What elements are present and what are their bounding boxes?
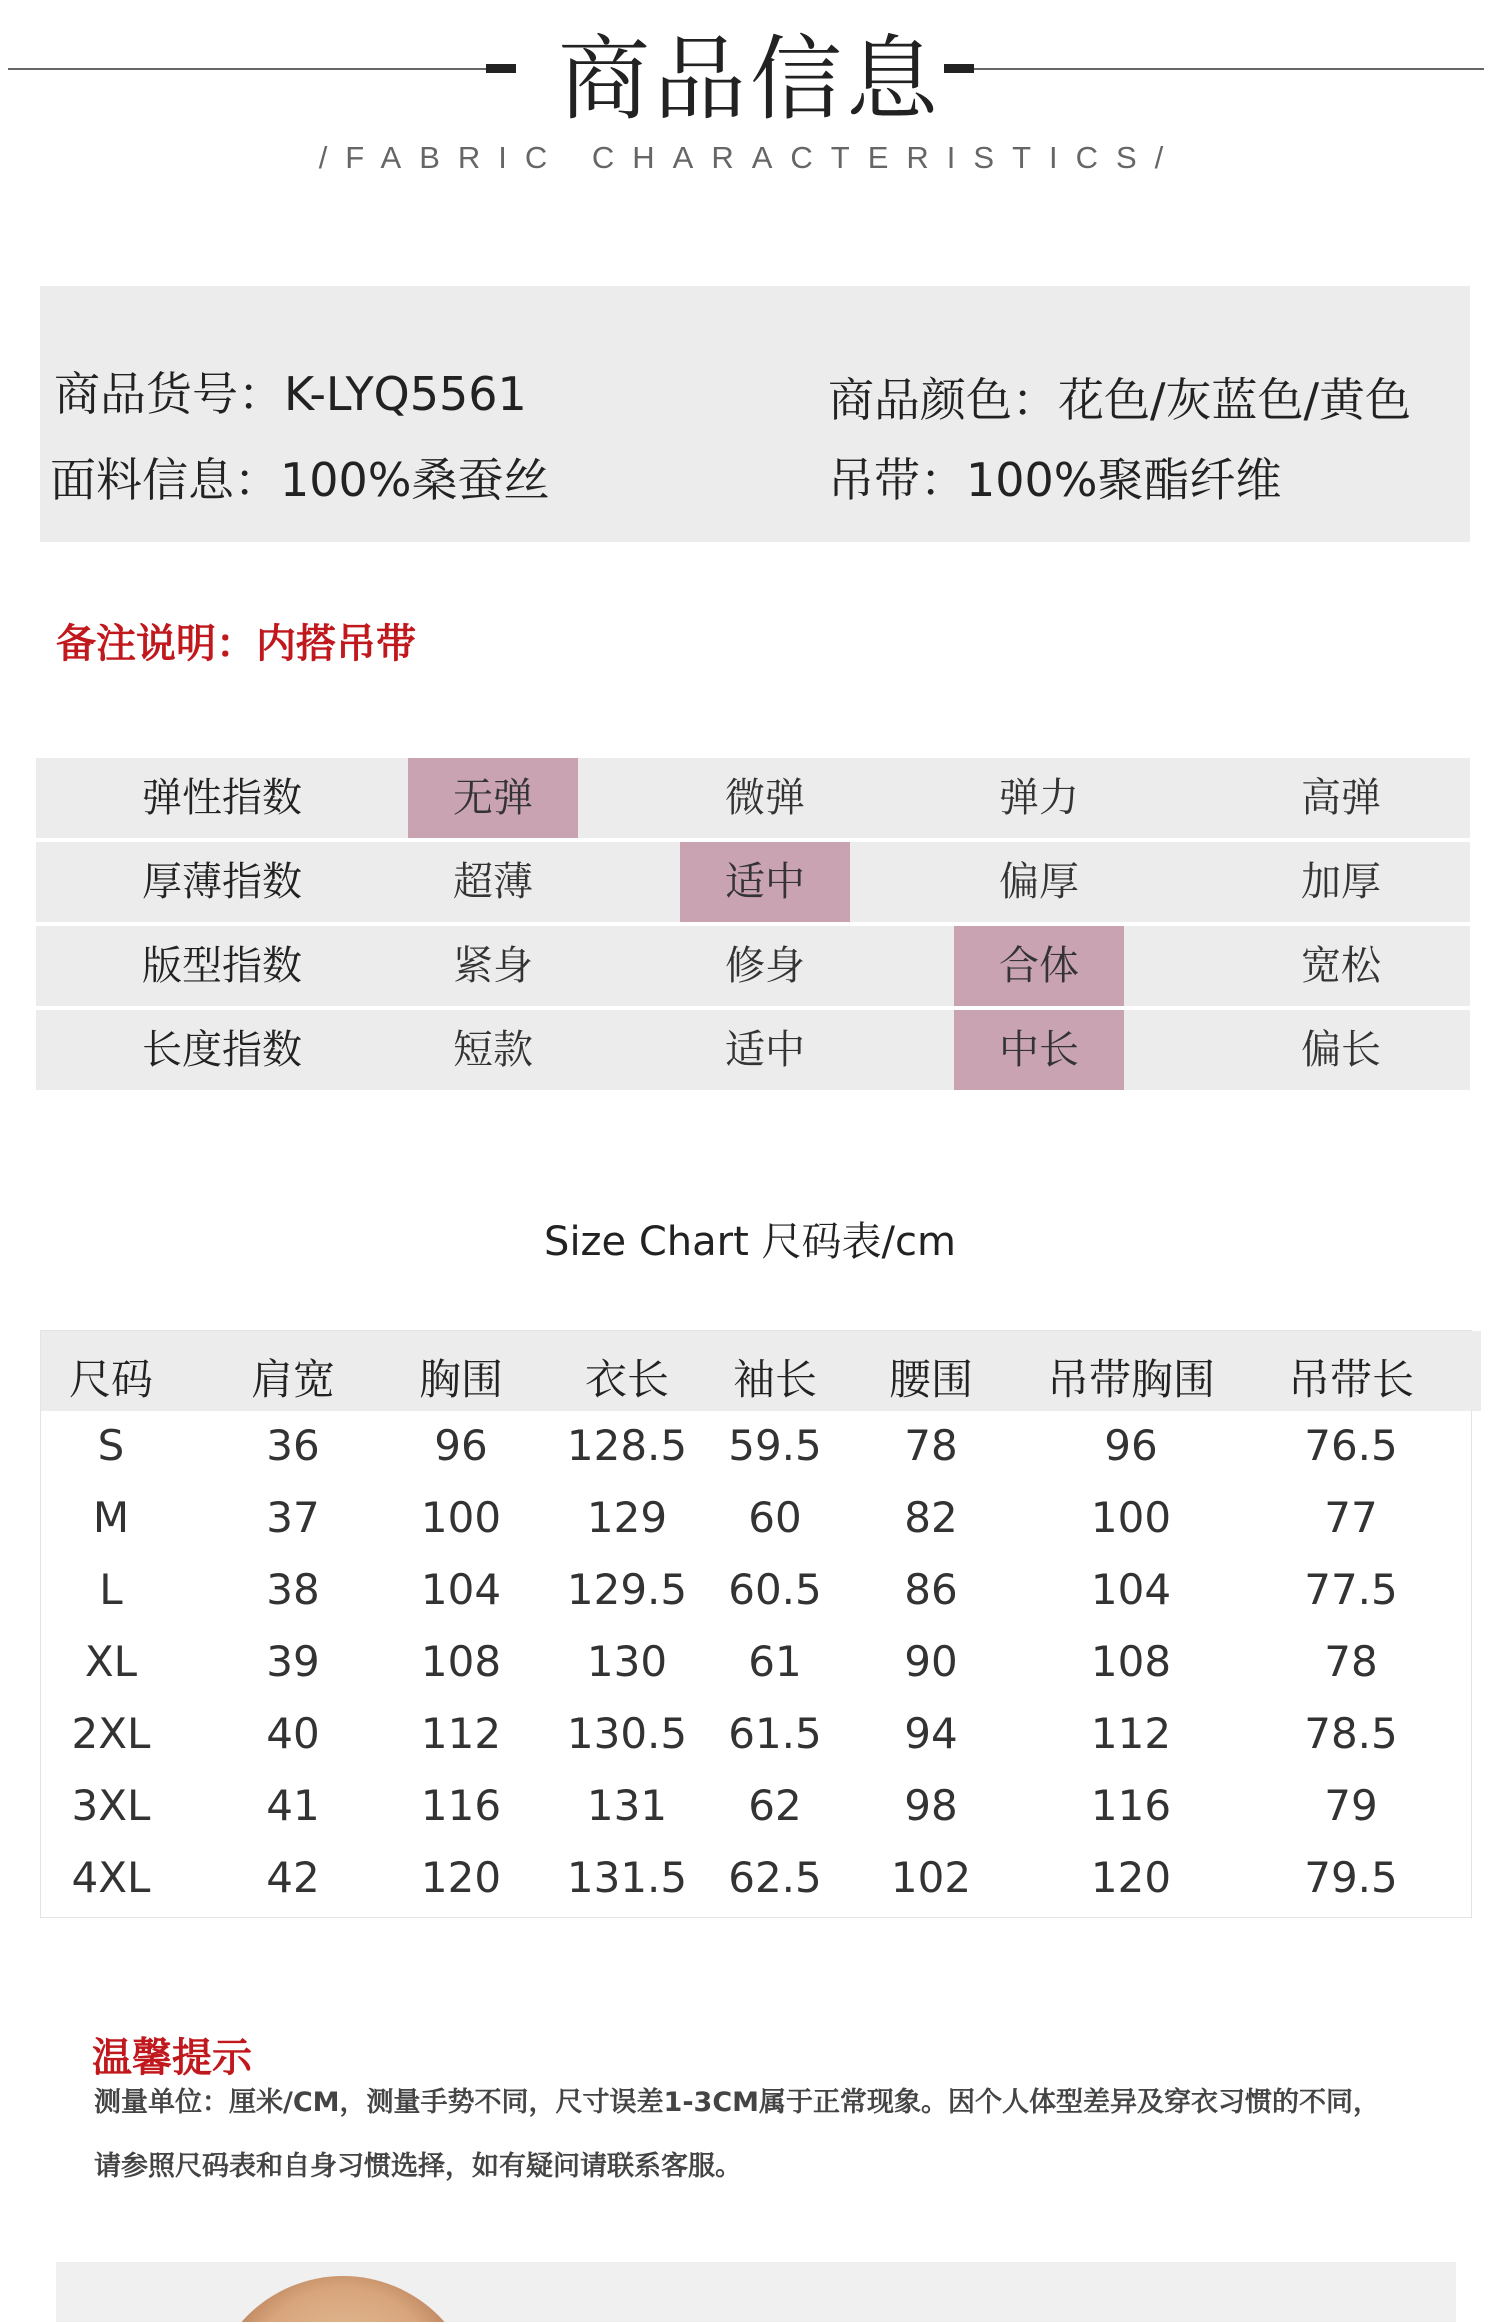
page-title: 商品信息: [557, 26, 942, 133]
size-value-cell: 78: [1324, 1637, 1378, 1686]
product-color: 商品颜色：花色/灰蓝色/黄色: [828, 373, 1411, 427]
size-value-cell: 98: [904, 1781, 958, 1830]
size-chart-header-cell: 腰围: [888, 1355, 973, 1404]
size-value-cell: 40: [266, 1709, 320, 1758]
size-value-cell: 42: [266, 1853, 320, 1902]
size-label-cell: S: [97, 1421, 125, 1470]
page-subtitle: /FABRIC CHARACTERISTICS/: [318, 140, 1182, 175]
index-option: 弹力: [999, 775, 1079, 821]
size-label-cell: M: [92, 1493, 130, 1542]
size-chart-header-cell: 尺码: [68, 1355, 153, 1404]
size-value-cell: 128.5: [566, 1421, 688, 1470]
size-label-cell: 2XL: [71, 1709, 151, 1758]
index-option: 加厚: [1301, 859, 1381, 905]
size-chart-header-cell: 肩宽: [250, 1355, 335, 1404]
size-chart-title: Size Chart 尺码表/cm: [544, 1219, 956, 1265]
size-value-cell: 82: [904, 1493, 958, 1542]
tips-title: 温馨提示: [92, 2035, 252, 2081]
index-row-label: 长度指数: [142, 1027, 302, 1073]
size-value-cell: 130.5: [566, 1709, 688, 1758]
index-option: 修身: [725, 943, 805, 989]
size-value-cell: 104: [1090, 1565, 1172, 1614]
index-row-label: 厚薄指数: [142, 859, 302, 905]
size-value-cell: 38: [266, 1565, 320, 1614]
size-value-cell: 76.5: [1304, 1421, 1398, 1470]
index-row: [36, 926, 1470, 1006]
fabric-info: 面料信息：100%桑蚕丝: [50, 453, 550, 507]
size-label-cell: L: [99, 1565, 123, 1614]
index-row-label: 弹性指数: [142, 775, 302, 821]
size-value-cell: 131.5: [566, 1853, 688, 1902]
size-label-cell: XL: [84, 1637, 138, 1686]
size-value-cell: 62.5: [728, 1853, 822, 1902]
size-chart-header-cell: 胸围: [418, 1355, 503, 1404]
size-value-cell: 112: [1090, 1709, 1172, 1758]
size-value-cell: 62: [748, 1781, 802, 1830]
index-row: [36, 1010, 1470, 1090]
size-value-cell: 120: [1090, 1853, 1172, 1902]
size-value-cell: 130: [586, 1637, 668, 1686]
size-value-cell: 77.5: [1304, 1565, 1398, 1614]
index-option-selected: 中长: [954, 1010, 1124, 1090]
index-option: 短款: [453, 1027, 533, 1073]
size-value-cell: 96: [1104, 1421, 1158, 1470]
size-value-cell: 77: [1324, 1493, 1378, 1542]
size-value-cell: 36: [266, 1421, 320, 1470]
size-value-cell: 86: [904, 1565, 958, 1614]
index-option: 偏厚: [999, 859, 1079, 905]
index-option: 偏长: [1301, 1027, 1381, 1073]
index-option: 宽松: [1301, 943, 1381, 989]
index-row: [36, 758, 1470, 838]
item-number: 商品货号：K-LYQ5561: [54, 367, 527, 421]
size-chart-header-cell: 衣长: [584, 1355, 669, 1404]
remark-note: 备注说明：内搭吊带: [56, 621, 416, 667]
size-value-cell: 59.5: [728, 1421, 822, 1470]
size-chart-table: [40, 1330, 1472, 1918]
index-option-selected: 合体: [954, 926, 1124, 1006]
size-label-cell: 4XL: [71, 1853, 151, 1902]
size-value-cell: 108: [1090, 1637, 1172, 1686]
size-value-cell: 100: [1090, 1493, 1172, 1542]
size-value-cell: 39: [266, 1637, 320, 1686]
size-value-cell: 108: [420, 1637, 502, 1686]
size-value-cell: 41: [266, 1781, 320, 1830]
size-value-cell: 112: [420, 1709, 502, 1758]
size-value-cell: 104: [420, 1565, 502, 1614]
size-value-cell: 79: [1324, 1781, 1378, 1830]
index-option: 紧身: [453, 943, 533, 989]
index-option: 高弹: [1301, 775, 1381, 821]
size-value-cell: 120: [420, 1853, 502, 1902]
size-value-cell: 94: [904, 1709, 958, 1758]
size-chart-header-cell: 吊带胸围: [1046, 1355, 1215, 1404]
size-value-cell: 90: [904, 1637, 958, 1686]
index-row: [36, 842, 1470, 922]
index-row-label: 版型指数: [142, 943, 302, 989]
tips-line-2: 请参照尺码表和自身习惯选择，如有疑问请联系客服。: [94, 2151, 742, 2182]
index-option: 微弹: [725, 775, 805, 821]
size-value-cell: 78: [904, 1421, 958, 1470]
size-value-cell: 129.5: [566, 1565, 688, 1614]
size-value-cell: 131: [586, 1781, 668, 1830]
size-value-cell: 60.5: [728, 1565, 822, 1614]
index-option: 超薄: [453, 859, 533, 905]
size-chart-header-cell: 吊带长: [1287, 1355, 1414, 1404]
size-value-cell: 78.5: [1304, 1709, 1398, 1758]
size-value-cell: 37: [266, 1493, 320, 1542]
index-option-selected: 无弹: [408, 758, 578, 838]
size-value-cell: 96: [434, 1421, 488, 1470]
size-value-cell: 79.5: [1304, 1853, 1398, 1902]
size-value-cell: 102: [890, 1853, 972, 1902]
size-value-cell: 60: [748, 1493, 802, 1542]
size-value-cell: 61: [748, 1637, 802, 1686]
size-chart-header-cell: 袖长: [732, 1355, 817, 1404]
size-value-cell: 100: [420, 1493, 502, 1542]
product-info-panel: [40, 286, 1470, 542]
index-option: 适中: [725, 1027, 805, 1073]
size-value-cell: 61.5: [728, 1709, 822, 1758]
tips-line-1: 测量单位：厘米/CM，测量手势不同，尺寸误差1-3CM属于正常现象。因个人体型差异及穿衣习惯的不同，: [94, 2087, 1381, 2118]
size-label-cell: 3XL: [71, 1781, 151, 1830]
size-value-cell: 129: [586, 1493, 668, 1542]
size-value-cell: 116: [420, 1781, 502, 1830]
size-value-cell: 116: [1090, 1781, 1172, 1830]
index-option-selected: 适中: [680, 842, 850, 922]
strap-info: 吊带：100%聚酯纤维: [828, 453, 1282, 507]
